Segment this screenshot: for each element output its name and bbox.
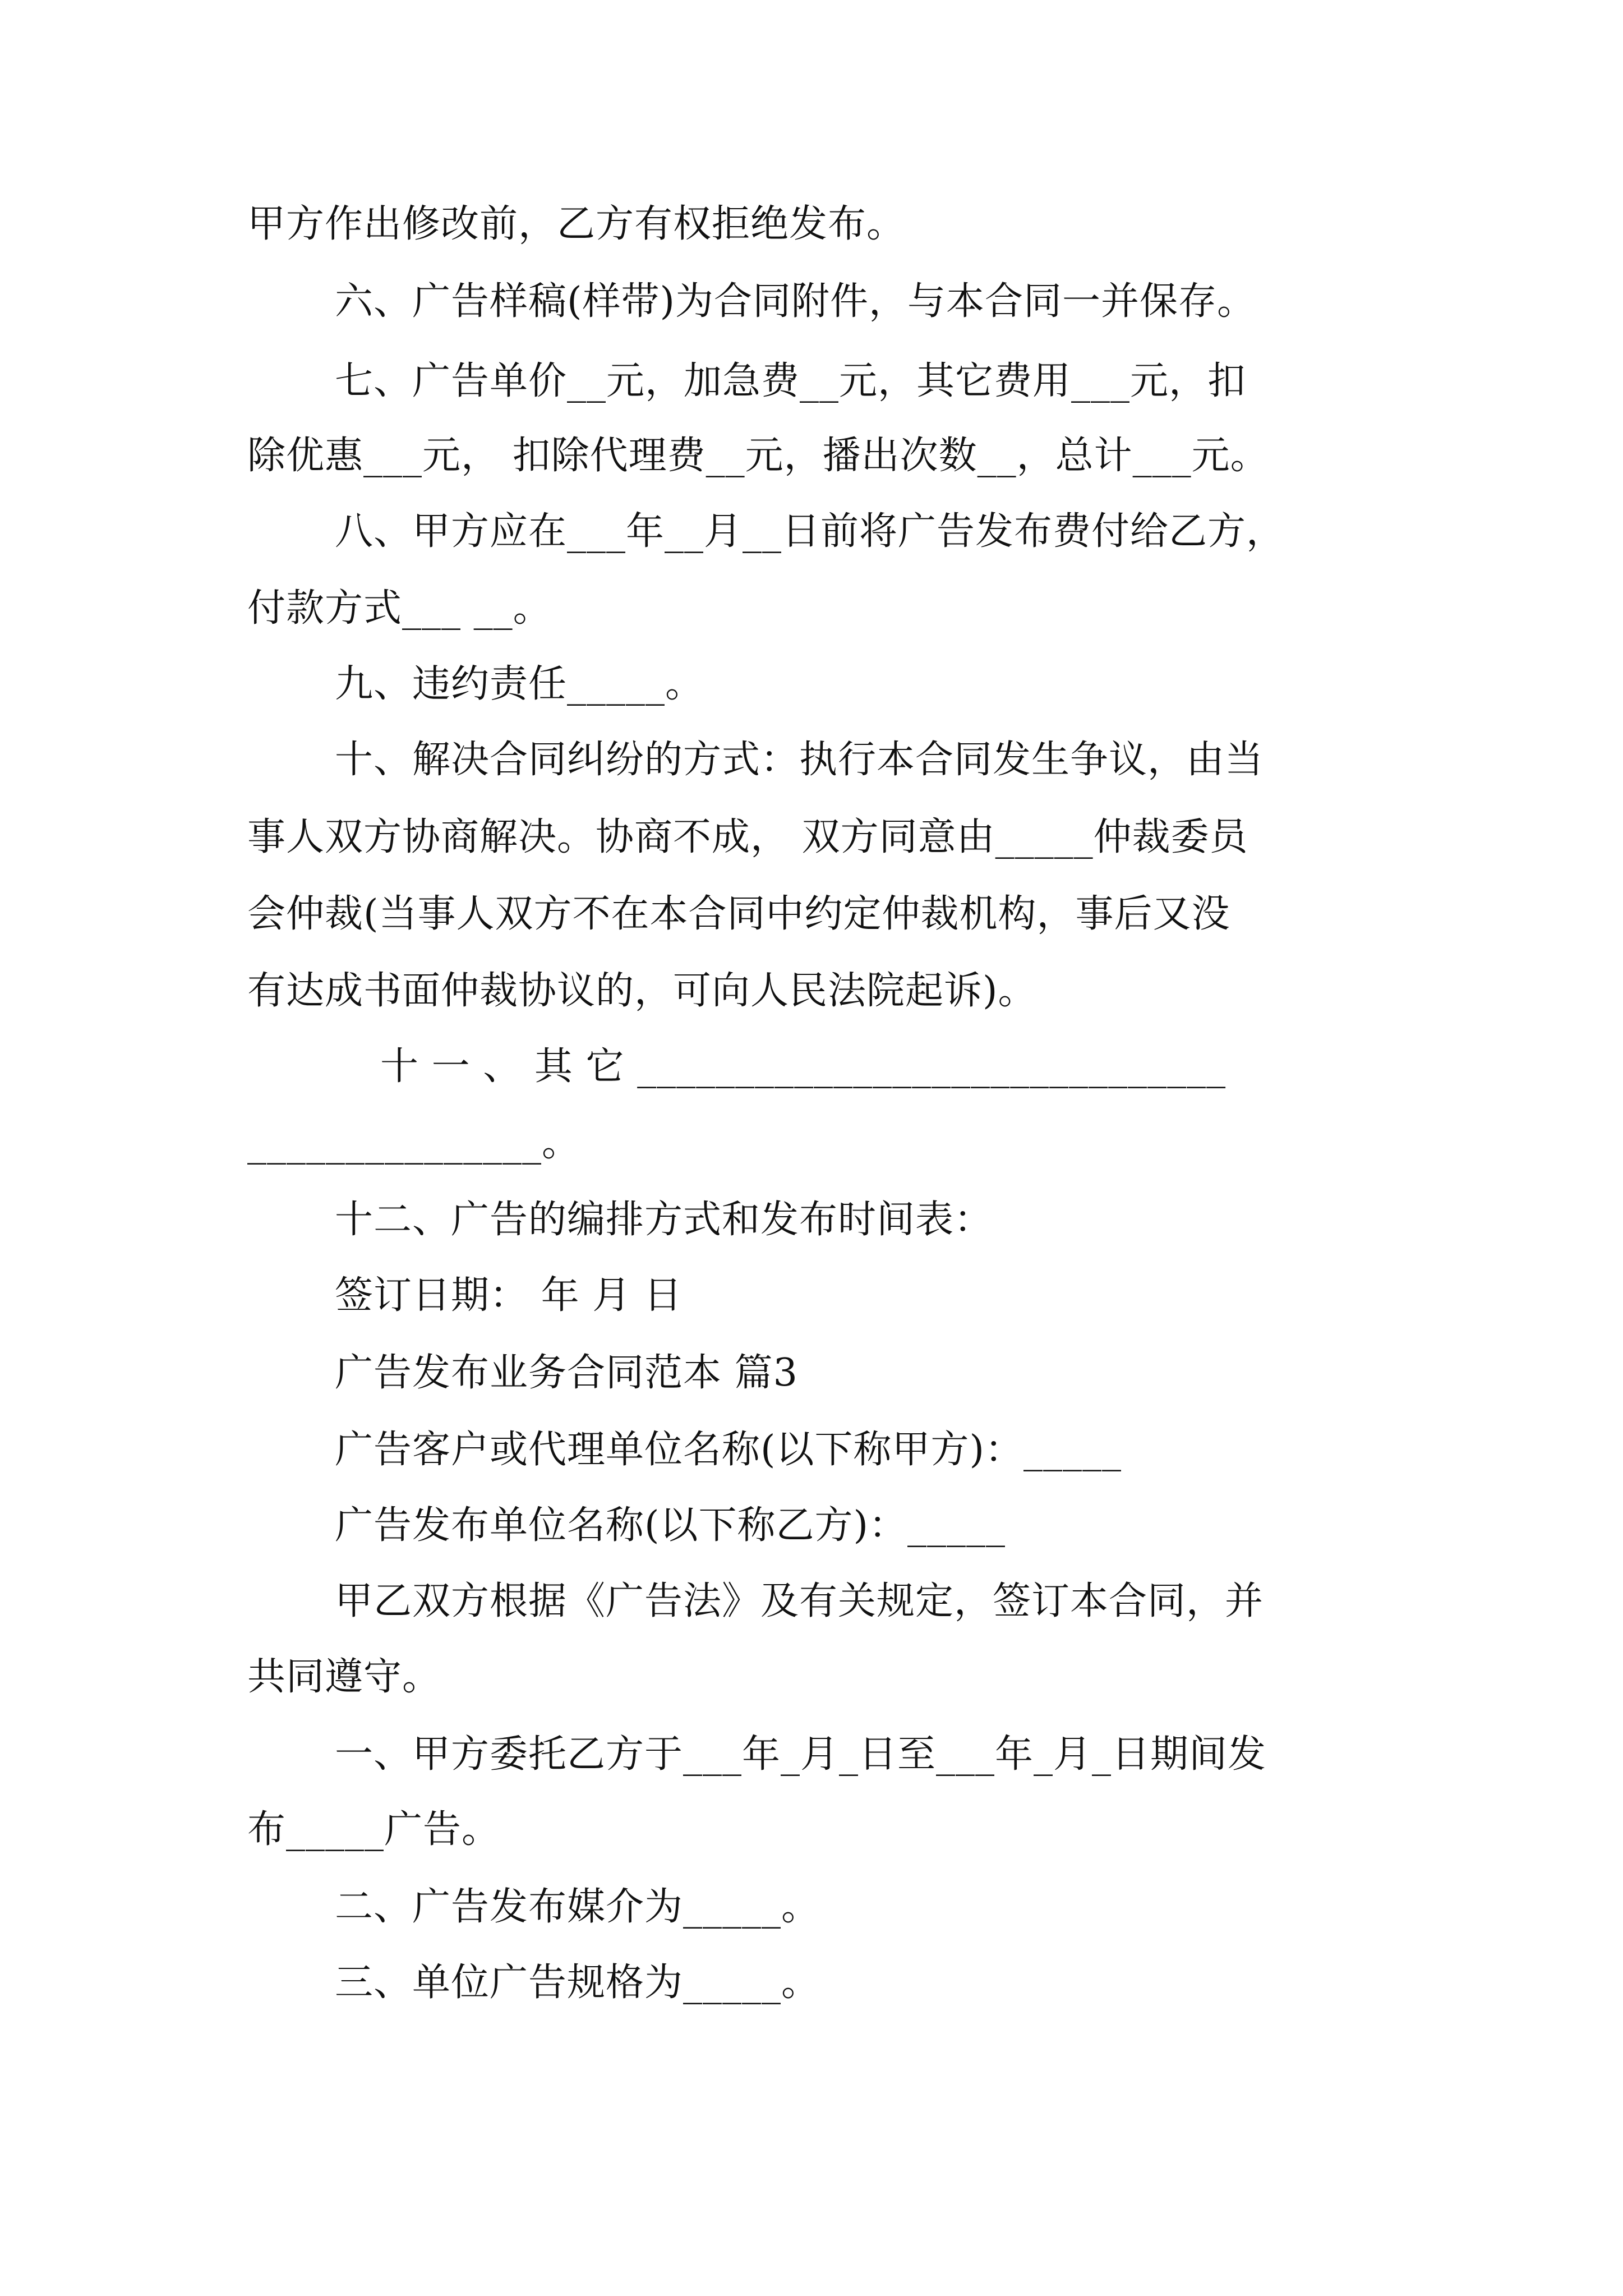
text-line: 三、单位广告规格为_____。 [335,1961,820,2005]
text-line: 会仲裁(当事人双方不在本合同中约定仲裁机构，事后又没 [247,892,1230,936]
text-line: 有达成书面仲裁协议的，可向人民法院起诉)。 [247,969,1037,1013]
text-line: 九、违约责任_____。 [335,662,704,706]
text-line: 除优惠___元， 扣除代理费__元，播出次数__，总计___元。 [247,434,1269,478]
text-line: 甲方作出修改前，乙方有权拒绝发布。 [247,202,906,246]
text-line: 六、广告样稿(样带)为合同附件，与本合同一并保存。 [335,279,1256,324]
text-line: _______________。 [247,1121,581,1165]
text-line: 广告客户或代理单位名称(以下称甲方)：_____ [335,1428,1122,1472]
text-line: 甲乙双方根据《广告法》及有关规定，签订本合同，并 [335,1579,1264,1623]
text-line: 十 一 、 其 它 ______________________________ [380,1045,1227,1089]
text-line: 广告发布业务合同范本 篇3 [335,1351,798,1395]
text-line: 广告发布单位名称(以下称乙方)：_____ [335,1503,1006,1548]
text-line: 一、甲方委托乙方于___年_月_日至___年_月_日期间发 [335,1732,1267,1777]
text-line: 十、解决合同纠纷的方式：执行本合同发生争议，由当 [335,738,1264,782]
text-line: 布_____广告。 [247,1807,501,1852]
text-line: 签订日期： 年 月 日 [335,1273,683,1318]
text-line: 共同遵守。 [247,1655,441,1699]
text-line: 七、广告单价__元，加急费__元，其它费用___元，扣 [335,359,1247,403]
text-line: 付款方式___ __。 [247,586,552,631]
text-line: 八、甲方应在___年__月__日前将广告发布费付给乙方， [335,509,1285,554]
text-line: 事人双方协商解决。协商不成， 双方同意由_____仲裁委员 [247,815,1248,859]
text-line: 二、广告发布媒介为_____。 [335,1885,820,1929]
text-line: 十二、广告的编排方式和发布时间表： [335,1198,993,1242]
